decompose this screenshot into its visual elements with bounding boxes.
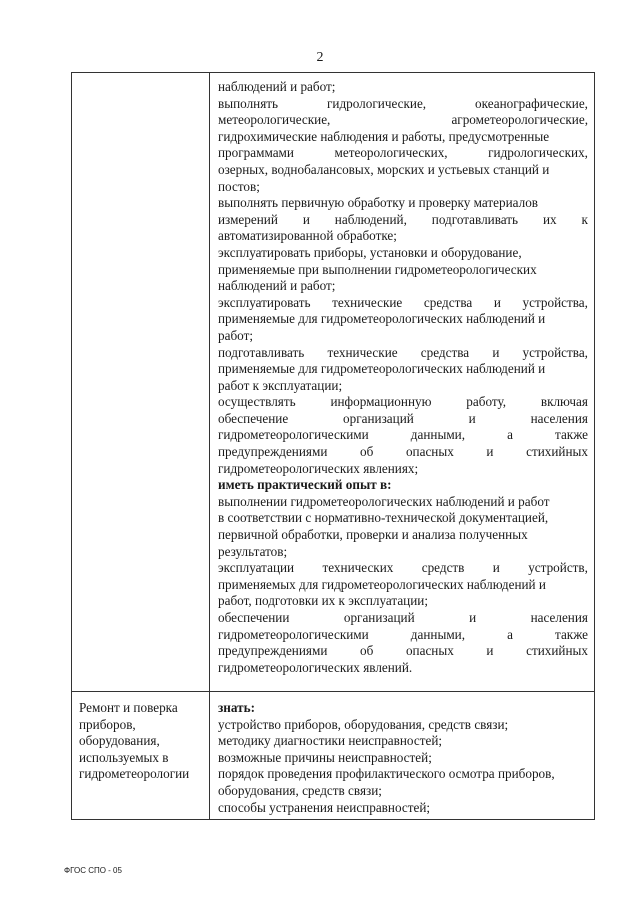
text-line: озерных, воднобалансовых, морских и устьевых станций и	[218, 161, 550, 177]
text-word: и	[493, 294, 501, 310]
text-word: организаций	[343, 610, 415, 625]
text-line: наблюдений и работ;	[218, 79, 336, 94]
text-word: агрометеорологические,	[451, 112, 588, 128]
text-word: включая	[540, 394, 588, 410]
text-line: применяемые при выполнении гидрометеорологических	[218, 261, 537, 277]
text-word: устройства,	[522, 344, 588, 360]
row-divider	[72, 691, 594, 692]
text-line: оборудования, средств связи;	[218, 782, 382, 798]
text-word: метеорологические,	[218, 112, 331, 128]
text-line	[218, 112, 588, 129]
text-word: эксплуатировать	[218, 294, 311, 310]
text-word: работу,	[466, 394, 507, 410]
section-heading: знать:	[218, 700, 255, 715]
text-line: выполнении гидрометеорологических наблюдений и работ	[218, 493, 550, 509]
text-word: океанографические,	[475, 95, 588, 111]
module-name-line: приборов,	[79, 716, 136, 732]
text-line: методику диагностики неисправностей;	[218, 733, 443, 749]
text-word: и	[302, 211, 310, 227]
text-line	[218, 643, 588, 660]
text-word: предупреждениями	[218, 643, 328, 659]
text-word: устройства,	[522, 294, 588, 310]
text-word: технические	[332, 294, 403, 310]
text-word: технических	[322, 560, 394, 576]
text-line: гидрометеорологических явлений.	[218, 659, 413, 675]
text-line: применяемые для гидрометеорологических наблюдений и	[218, 311, 546, 327]
column-divider	[209, 73, 210, 819]
module-name-line: используемых в	[79, 749, 169, 765]
text-word: гидрологических,	[488, 145, 588, 161]
text-word: обеспечении	[218, 610, 290, 625]
text-line: результатов;	[218, 543, 288, 559]
text-line: применяемые для гидрометеорологических наблюдений и	[218, 361, 546, 377]
text-line: возможные причины неисправностей;	[218, 749, 432, 765]
text-word: а	[507, 427, 513, 443]
competency-table	[71, 72, 595, 820]
text-word: обеспечение	[218, 410, 289, 426]
text-line: первичной обработки, проверки и анализа полученных	[218, 527, 528, 543]
text-word: гидрологические,	[326, 95, 427, 111]
text-word: и	[486, 643, 494, 659]
text-word: населения	[530, 610, 588, 625]
module-name-line: гидрометеорологии	[79, 766, 190, 782]
module-name-cell	[79, 700, 207, 783]
text-word: к	[581, 211, 588, 227]
text-word: также	[555, 626, 588, 642]
text-line	[218, 212, 588, 229]
text-word: также	[555, 427, 588, 443]
text-line	[218, 96, 588, 113]
text-word: опасных	[405, 643, 454, 659]
text-word: и	[469, 610, 477, 625]
text-word: эксплуатации	[218, 560, 295, 576]
text-word: организаций	[343, 410, 414, 426]
text-line: работ;	[218, 327, 254, 343]
text-line: выполнять первичную обработку и проверку материалов	[218, 195, 539, 211]
text-line: работ к эксплуатации;	[218, 377, 343, 393]
text-word: а	[507, 626, 513, 642]
text-line: работ, подготовки их к эксплуатации;	[218, 593, 429, 609]
text-word: средства	[420, 344, 470, 360]
text-word: программами	[218, 145, 294, 161]
text-word: об	[360, 444, 374, 460]
module-name-line: оборудования,	[79, 733, 160, 749]
text-word: технические	[327, 344, 398, 360]
text-line	[218, 411, 588, 428]
text-word: и	[468, 410, 476, 426]
text-line	[218, 560, 588, 577]
section-heading: иметь практический опыт в:	[218, 477, 392, 493]
text-word: и	[492, 344, 500, 360]
text-word: данными,	[410, 626, 466, 642]
text-word: и	[492, 560, 500, 576]
bottom-row-requirements-cell	[218, 700, 588, 816]
text-line	[218, 427, 588, 444]
text-word: об	[360, 643, 374, 659]
text-word: информационную	[330, 394, 432, 410]
text-line: эксплуатировать приборы, установки и оборудование,	[218, 244, 522, 260]
text-word: наблюдений,	[334, 211, 407, 227]
text-word: стихийных	[526, 444, 588, 460]
text-line	[218, 345, 588, 362]
module-name-line: Ремонт и поверка	[79, 700, 178, 715]
text-line: устройство приборов, оборудования, средств связи;	[218, 716, 509, 732]
text-line: постов;	[218, 178, 260, 194]
text-line: способы устранения неисправностей;	[218, 799, 431, 815]
text-line: автоматизированной обработке;	[218, 228, 397, 244]
text-line	[218, 610, 588, 627]
text-word: данными,	[410, 427, 466, 443]
text-word: метеорологических,	[334, 145, 448, 161]
text-line: наблюдений и работ;	[218, 278, 336, 294]
text-word: выполнять	[218, 95, 279, 111]
text-line: порядок проведения профилактического осмотра приборов,	[218, 766, 555, 782]
text-word: гидрометеорологическими	[218, 626, 369, 642]
text-word: измерений	[218, 211, 278, 227]
text-word: подготавливать	[218, 344, 305, 360]
text-word: их	[542, 211, 557, 227]
top-row-requirements-cell	[218, 79, 588, 676]
text-word: устройств,	[528, 560, 588, 576]
text-word: опасных	[405, 444, 454, 460]
text-word: подготавливать	[431, 211, 519, 227]
text-line	[218, 295, 588, 312]
text-word: и	[486, 444, 494, 460]
text-line	[218, 145, 588, 162]
text-word: предупреждениями	[218, 444, 328, 460]
text-line: применяемых для гидрометеорологических наблюдений и	[218, 576, 546, 592]
text-word: гидрометеорологическими	[218, 427, 369, 443]
text-line	[218, 444, 588, 461]
page-number: 2	[316, 50, 324, 65]
text-line: гидрометеорологических явлениях;	[218, 460, 419, 476]
text-word: стихийных	[526, 643, 588, 659]
text-line	[218, 394, 588, 411]
text-line	[218, 627, 588, 644]
text-line: в соответствии с нормативно-технической документацией,	[218, 510, 549, 526]
text-line: гидрохимические наблюдения и работы, предусмотренные	[218, 128, 550, 144]
text-word: средства	[423, 294, 473, 310]
text-word: населения	[530, 410, 588, 426]
footer-code: ФГОС СПО - 05	[64, 866, 122, 875]
text-word: средств	[421, 560, 465, 576]
text-word: осуществлять	[218, 394, 296, 410]
